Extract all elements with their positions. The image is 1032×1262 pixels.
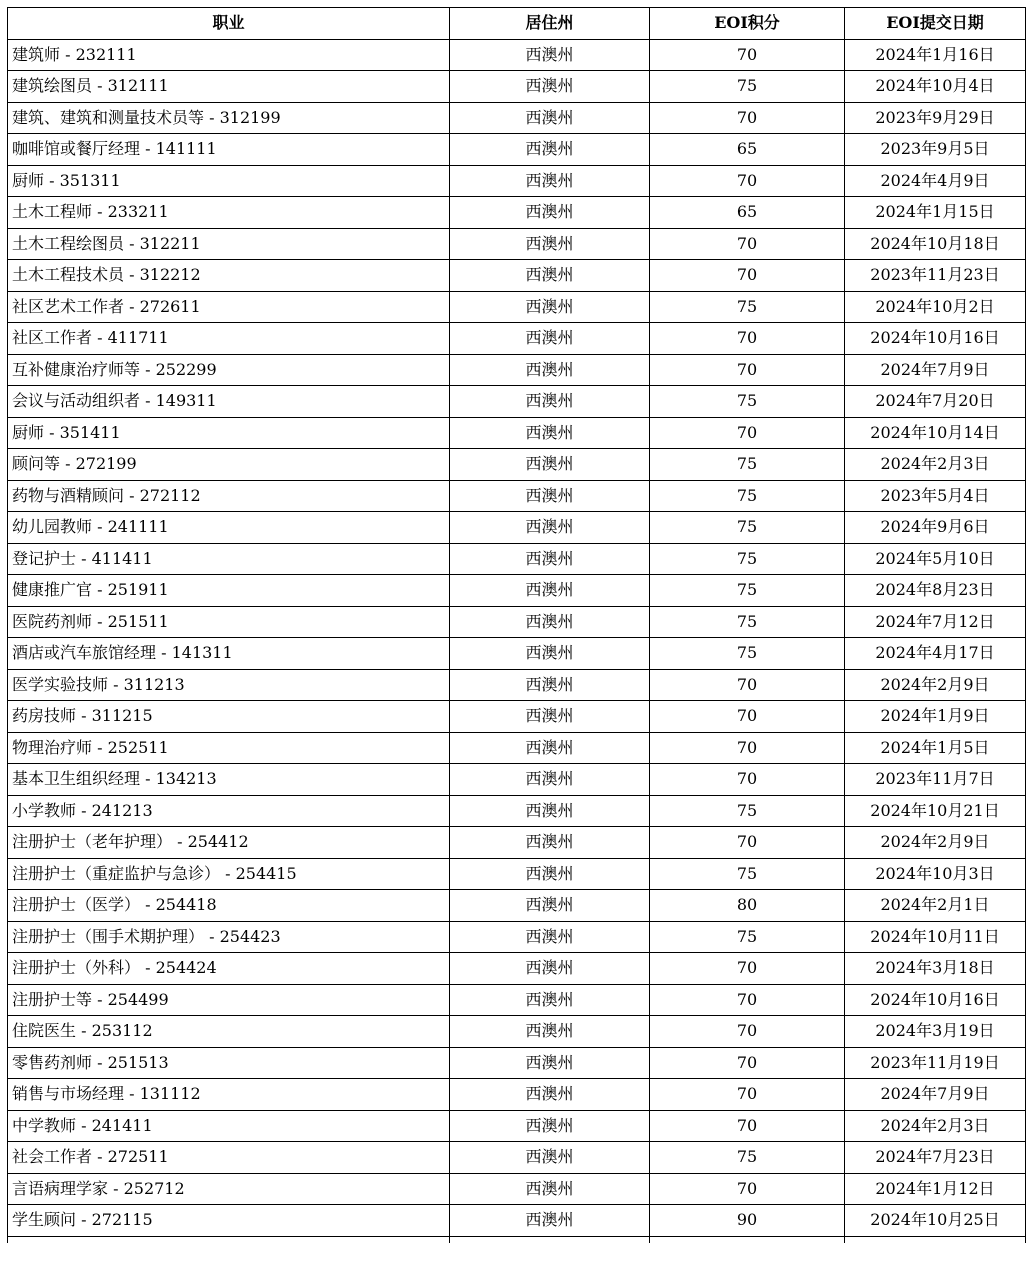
date-cell: 2024年7月9日 [845, 1079, 1026, 1111]
occupation-cell: 学生顾问 - 272115 [8, 1205, 450, 1237]
points-cell: 70 [650, 732, 845, 764]
state-cell: 西澳州 [450, 512, 650, 544]
points-cell: 90 [650, 1205, 845, 1237]
date-cell: 2024年4月17日 [845, 638, 1026, 670]
occupation-cell: 中学教师 - 241411 [8, 1110, 450, 1142]
table-row [8, 575, 1026, 607]
occupation-cell: 住院医生 - 253112 [8, 1016, 450, 1048]
points-cell: 70 [650, 984, 845, 1016]
points-cell: 70 [650, 260, 845, 292]
occupation-cell: 厨师 - 351311 [8, 165, 450, 197]
points-cell: 70 [650, 323, 845, 355]
date-cell: 2024年10月4日 [845, 71, 1026, 103]
occupation-cell: 社区工作者 - 411711 [8, 323, 450, 355]
occupation-cell: 建筑绘图员 - 312111 [8, 71, 450, 103]
date-cell: 2024年7月23日 [845, 1142, 1026, 1174]
occupation-cell: 建筑师 - 232111 [8, 39, 450, 71]
table-row [8, 1205, 1026, 1237]
points-cell: 75 [650, 512, 845, 544]
date-cell: 2024年3月18日 [845, 953, 1026, 985]
state-cell: 西澳州 [450, 1142, 650, 1174]
occupation-cell: 医学实验技师 - 311213 [8, 669, 450, 701]
points-cell: 70 [650, 764, 845, 796]
occupation-cell: 互补健康治疗师等 - 252299 [8, 354, 450, 386]
empty-cell [650, 1236, 845, 1243]
table-row [8, 1016, 1026, 1048]
table-row [8, 480, 1026, 512]
occupation-cell: 社会工作者 - 272511 [8, 1142, 450, 1174]
points-cell: 75 [650, 575, 845, 607]
state-cell: 西澳州 [450, 102, 650, 134]
state-cell: 西澳州 [450, 197, 650, 229]
occupation-cell: 销售与市场经理 - 131112 [8, 1079, 450, 1111]
occupation-cell: 注册护士（医学） - 254418 [8, 890, 450, 922]
points-cell: 75 [650, 1142, 845, 1174]
date-cell: 2024年1月15日 [845, 197, 1026, 229]
table-row [8, 606, 1026, 638]
points-cell: 65 [650, 197, 845, 229]
state-cell: 西澳州 [450, 39, 650, 71]
state-cell: 西澳州 [450, 890, 650, 922]
occupation-cell: 厨师 - 351411 [8, 417, 450, 449]
points-cell: 75 [650, 858, 845, 890]
date-cell: 2024年10月25日 [845, 1205, 1026, 1237]
table-row [8, 1079, 1026, 1111]
state-cell: 西澳州 [450, 354, 650, 386]
date-cell: 2024年10月11日 [845, 921, 1026, 953]
date-cell: 2023年9月5日 [845, 134, 1026, 166]
state-cell: 西澳州 [450, 858, 650, 890]
table-row [8, 795, 1026, 827]
table-row [8, 543, 1026, 575]
state-cell: 西澳州 [450, 417, 650, 449]
table-row-partial [8, 1236, 1026, 1243]
empty-cell [845, 1236, 1026, 1243]
table-row [8, 858, 1026, 890]
date-cell: 2024年10月21日 [845, 795, 1026, 827]
state-cell: 西澳州 [450, 669, 650, 701]
date-cell: 2024年8月23日 [845, 575, 1026, 607]
state-cell: 西澳州 [450, 764, 650, 796]
date-cell: 2024年7月20日 [845, 386, 1026, 418]
table-row [8, 638, 1026, 670]
state-cell: 西澳州 [450, 386, 650, 418]
table-row [8, 417, 1026, 449]
occupation-cell: 药房技师 - 311215 [8, 701, 450, 733]
points-cell: 75 [650, 638, 845, 670]
points-cell: 70 [650, 953, 845, 985]
table-row [8, 165, 1026, 197]
empty-cell [450, 1236, 650, 1243]
date-cell: 2024年7月9日 [845, 354, 1026, 386]
table-row [8, 323, 1026, 355]
occupation-cell: 医院药剂师 - 251511 [8, 606, 450, 638]
date-cell: 2024年1月16日 [845, 39, 1026, 71]
occupation-cell: 注册护士（外科） - 254424 [8, 953, 450, 985]
state-cell: 西澳州 [450, 1079, 650, 1111]
points-cell: 75 [650, 71, 845, 103]
table-row [8, 921, 1026, 953]
occupation-cell: 言语病理学家 - 252712 [8, 1173, 450, 1205]
occupation-cell: 注册护士（老年护理） - 254412 [8, 827, 450, 859]
state-cell: 西澳州 [450, 732, 650, 764]
points-cell: 70 [650, 1047, 845, 1079]
points-cell: 75 [650, 291, 845, 323]
date-cell: 2023年11月7日 [845, 764, 1026, 796]
table-row [8, 386, 1026, 418]
occupation-cell: 药物与酒精顾问 - 272112 [8, 480, 450, 512]
table-row [8, 827, 1026, 859]
table-row [8, 1110, 1026, 1142]
occupation-cell: 酒店或汽车旅馆经理 - 141311 [8, 638, 450, 670]
occupation-cell: 注册护士等 - 254499 [8, 984, 450, 1016]
date-cell: 2023年5月4日 [845, 480, 1026, 512]
state-cell: 西澳州 [450, 71, 650, 103]
state-cell: 西澳州 [450, 606, 650, 638]
state-cell: 西澳州 [450, 543, 650, 575]
state-cell: 西澳州 [450, 1205, 650, 1237]
state-cell: 西澳州 [450, 228, 650, 260]
state-cell: 西澳州 [450, 795, 650, 827]
state-cell: 西澳州 [450, 638, 650, 670]
points-cell: 70 [650, 102, 845, 134]
state-cell: 西澳州 [450, 1110, 650, 1142]
points-cell: 70 [650, 701, 845, 733]
occupation-cell: 小学教师 - 241213 [8, 795, 450, 827]
date-cell: 2024年10月2日 [845, 291, 1026, 323]
points-cell: 75 [650, 795, 845, 827]
state-cell: 西澳州 [450, 134, 650, 166]
table-row [8, 1173, 1026, 1205]
empty-cell [8, 1236, 450, 1243]
date-cell: 2024年2月9日 [845, 669, 1026, 701]
state-cell: 西澳州 [450, 701, 650, 733]
points-cell: 75 [650, 606, 845, 638]
date-cell: 2024年10月16日 [845, 323, 1026, 355]
date-cell: 2024年4月9日 [845, 165, 1026, 197]
occupation-cell: 咖啡馆或餐厅经理 - 141111 [8, 134, 450, 166]
points-cell: 70 [650, 354, 845, 386]
points-cell: 75 [650, 449, 845, 481]
table-row [8, 732, 1026, 764]
header-state: 居住州 [450, 8, 650, 40]
date-cell: 2024年1月5日 [845, 732, 1026, 764]
points-cell: 70 [650, 669, 845, 701]
table-row [8, 984, 1026, 1016]
state-cell: 西澳州 [450, 1047, 650, 1079]
state-cell: 西澳州 [450, 291, 650, 323]
table-row [8, 1142, 1026, 1174]
occupation-cell: 土木工程绘图员 - 312211 [8, 228, 450, 260]
occupation-cell: 零售药剂师 - 251513 [8, 1047, 450, 1079]
date-cell: 2024年10月3日 [845, 858, 1026, 890]
state-cell: 西澳州 [450, 921, 650, 953]
date-cell: 2024年2月3日 [845, 1110, 1026, 1142]
header-date: EOI提交日期 [845, 8, 1026, 40]
eoi-table [7, 7, 1026, 1243]
occupation-cell: 注册护士（重症监护与急诊） - 254415 [8, 858, 450, 890]
date-cell: 2024年9月6日 [845, 512, 1026, 544]
table-row [8, 228, 1026, 260]
table-row [8, 102, 1026, 134]
table-body [8, 39, 1026, 1243]
table-row [8, 134, 1026, 166]
table-row [8, 449, 1026, 481]
state-cell: 西澳州 [450, 1173, 650, 1205]
date-cell: 2023年9月29日 [845, 102, 1026, 134]
state-cell: 西澳州 [450, 480, 650, 512]
points-cell: 70 [650, 39, 845, 71]
table-row [8, 260, 1026, 292]
table-row [8, 354, 1026, 386]
state-cell: 西澳州 [450, 260, 650, 292]
date-cell: 2024年2月3日 [845, 449, 1026, 481]
occupation-cell: 土木工程技术员 - 312212 [8, 260, 450, 292]
table-row [8, 197, 1026, 229]
state-cell: 西澳州 [450, 165, 650, 197]
date-cell: 2024年2月9日 [845, 827, 1026, 859]
points-cell: 80 [650, 890, 845, 922]
points-cell: 75 [650, 543, 845, 575]
date-cell: 2024年10月14日 [845, 417, 1026, 449]
state-cell: 西澳州 [450, 575, 650, 607]
table-row [8, 669, 1026, 701]
points-cell: 75 [650, 386, 845, 418]
table-row [8, 512, 1026, 544]
date-cell: 2024年7月12日 [845, 606, 1026, 638]
points-cell: 70 [650, 1016, 845, 1048]
state-cell: 西澳州 [450, 984, 650, 1016]
state-cell: 西澳州 [450, 1016, 650, 1048]
points-cell: 65 [650, 134, 845, 166]
occupation-cell: 会议与活动组织者 - 149311 [8, 386, 450, 418]
date-cell: 2024年10月18日 [845, 228, 1026, 260]
date-cell: 2023年11月19日 [845, 1047, 1026, 1079]
occupation-cell: 幼儿园教师 - 241111 [8, 512, 450, 544]
state-cell: 西澳州 [450, 953, 650, 985]
occupation-cell: 建筑、建筑和测量技术员等 - 312199 [8, 102, 450, 134]
table-row [8, 1047, 1026, 1079]
points-cell: 70 [650, 1110, 845, 1142]
table-row [8, 764, 1026, 796]
points-cell: 70 [650, 165, 845, 197]
state-cell: 西澳州 [450, 449, 650, 481]
occupation-cell: 注册护士（围手术期护理） - 254423 [8, 921, 450, 953]
date-cell: 2024年1月12日 [845, 1173, 1026, 1205]
date-cell: 2024年10月16日 [845, 984, 1026, 1016]
table-row [8, 890, 1026, 922]
table-row [8, 71, 1026, 103]
points-cell: 75 [650, 921, 845, 953]
date-cell: 2024年1月9日 [845, 701, 1026, 733]
table-row [8, 953, 1026, 985]
occupation-cell: 物理治疗师 - 252511 [8, 732, 450, 764]
header-row [8, 8, 1026, 40]
occupation-cell: 基本卫生组织经理 - 134213 [8, 764, 450, 796]
table-row [8, 39, 1026, 71]
occupation-cell: 土木工程师 - 233211 [8, 197, 450, 229]
table-row [8, 291, 1026, 323]
points-cell: 70 [650, 1173, 845, 1205]
occupation-cell: 顾问等 - 272199 [8, 449, 450, 481]
date-cell: 2024年3月19日 [845, 1016, 1026, 1048]
date-cell: 2023年11月23日 [845, 260, 1026, 292]
occupation-cell: 社区艺术工作者 - 272611 [8, 291, 450, 323]
points-cell: 75 [650, 480, 845, 512]
state-cell: 西澳州 [450, 323, 650, 355]
date-cell: 2024年5月10日 [845, 543, 1026, 575]
points-cell: 70 [650, 417, 845, 449]
header-points: EOI积分 [650, 8, 845, 40]
state-cell: 西澳州 [450, 827, 650, 859]
table-row [8, 701, 1026, 733]
points-cell: 70 [650, 1079, 845, 1111]
occupation-cell: 健康推广官 - 251911 [8, 575, 450, 607]
points-cell: 70 [650, 228, 845, 260]
table-header [8, 8, 1026, 40]
date-cell: 2024年2月1日 [845, 890, 1026, 922]
points-cell: 70 [650, 827, 845, 859]
header-occupation: 职业 [8, 8, 450, 40]
occupation-cell: 登记护士 - 411411 [8, 543, 450, 575]
